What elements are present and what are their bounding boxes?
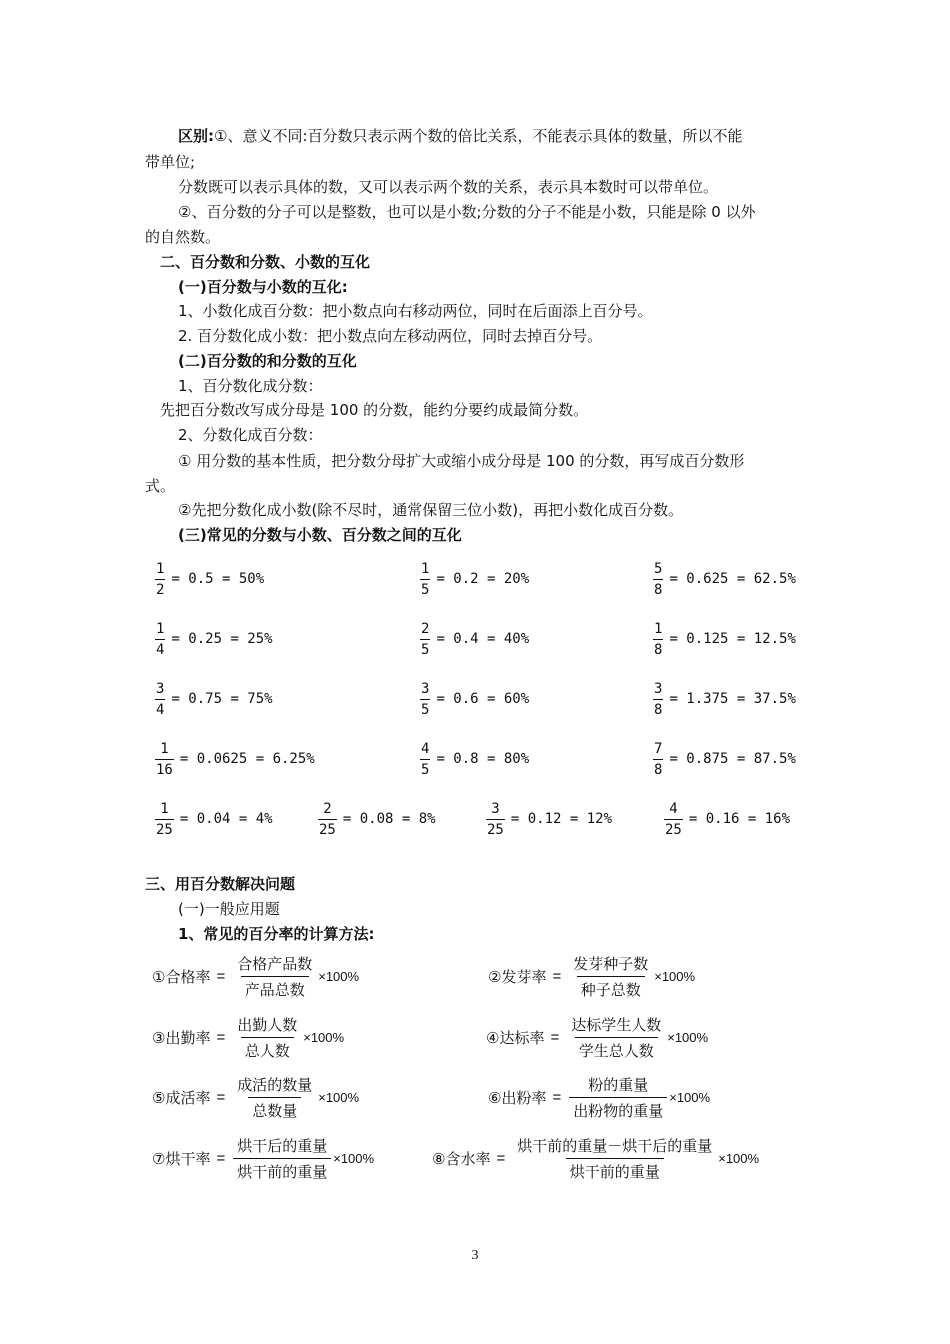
fraction-denominator: 8 [653,579,663,598]
fraction [653,621,663,658]
rate-label: ②发芽率 [488,969,547,986]
fraction-numerator: 3 [491,800,500,817]
fraction-numerator: 1 [421,560,430,577]
conversion-item [155,793,273,845]
rate-multiplier: ×100% [303,1030,345,1045]
section3-item1: 1、常见的百分率的计算方法: [178,925,375,943]
fraction-denominator: 4 [155,639,165,658]
rate-label: ⑧含水率 [432,1151,491,1168]
conversion-equals: = 0.08 = 8% [342,811,436,827]
conversion-item [155,613,273,665]
fraction [420,621,430,658]
section2-sub2-item2: 2、分数化成百分数： [178,426,323,444]
rate-equals: = [552,968,562,985]
distinction-line-3: 分数既可以表示具体的数，又可以表示两个数的关系，表示具本数时可以带单位。 [178,178,719,196]
conversion-item [486,793,612,845]
distinction-label: 区别: [178,127,214,145]
conversion-equals: = 0.12 = 12% [510,811,613,827]
fraction-denominator: 25 [664,819,683,838]
section2-sub2-item1: 1、百分数化成分数： [178,377,323,395]
conversion-item [155,673,273,725]
rate-label: ⑥出粉率 [488,1090,547,1107]
conversion-item [155,553,264,605]
fraction [155,681,165,718]
fraction-numerator: 7 [654,740,663,757]
distinction-text-1: ①、意义不同:百分数只表示两个数的倍比关系，不能表示具体的数量，所以不能 [214,127,743,145]
conversion-equals: = 0.125 = 12.5% [669,631,796,647]
rate-formula [152,1014,344,1061]
fraction-numerator: 4 [669,800,678,817]
fraction-numerator: 2 [323,800,332,817]
rate-equals: = [216,1089,226,1106]
fraction-denominator: 25 [486,819,505,838]
fraction-numerator: 3 [421,680,430,697]
rate-formula [488,953,695,1000]
conversion-equals: = 0.2 = 20% [436,571,530,587]
rate-formula [486,1014,708,1061]
conversion-item [420,673,529,725]
rate-denominator: 产品总数 [241,976,309,1000]
conversion-item [653,673,796,725]
section3-title: 三、用百分数解决问题 [145,875,296,893]
rate-label: ④达标率 [486,1030,545,1047]
fraction-denominator: 25 [318,819,337,838]
fraction [155,561,165,598]
fraction-denominator: 8 [653,639,663,658]
fraction [155,621,165,658]
conversion-equals: = 0.625 = 62.5% [669,571,796,587]
rate-fraction [513,1135,716,1182]
fraction-numerator: 1 [160,800,169,817]
conversion-equals: = 0.6 = 60% [436,691,530,707]
fraction-denominator: 25 [155,819,174,838]
conversion-equals: = 0.16 = 16% [688,811,791,827]
conversion-item [653,733,796,785]
section2-title: 二、百分数和分数、小数的互化 [160,253,371,271]
fraction [486,801,505,838]
rate-fraction [233,1135,331,1182]
section2-sub1-item1: 1、小数化成百分数：把小数点向右移动两位，同时在后面添上百分号。 [178,302,653,320]
rate-formula [488,1074,710,1121]
conversion-equals: = 0.4 = 40% [436,631,530,647]
conversion-equals: = 0.5 = 50% [171,571,265,587]
rate-numerator: 发芽种子数 [573,956,649,973]
conversion-equals: = 0.25 = 25% [171,631,273,647]
fraction-denominator: 4 [155,699,165,718]
distinction-line-4: ②、百分数的分子可以是整数，也可以是小数;分数的分子不能是小数，只能是除 0 以外 [178,203,756,221]
fraction [155,801,174,838]
rate-equals: = [216,1029,226,1046]
rate-fraction [569,1074,667,1121]
fraction-numerator: 5 [654,560,663,577]
fraction-numerator: 1 [156,620,165,637]
rate-fraction [233,953,316,1000]
rate-multiplier: ×100% [318,1090,360,1105]
rate-numerator: 出勤人数 [237,1017,298,1034]
conversion-equals: = 1.375 = 37.5% [669,691,796,707]
rate-denominator: 种子总数 [577,976,645,1000]
rate-fraction [233,1074,316,1121]
rate-label: ⑤成活率 [152,1090,211,1107]
fraction-denominator: 2 [155,579,165,598]
rate-numerator: 合格产品数 [237,956,313,973]
fraction [420,681,430,718]
rate-equals: = [552,1089,562,1106]
rate-formula [152,1074,359,1121]
rate-denominator: 烘干前的重量 [233,1158,331,1182]
fraction [420,561,430,598]
conversion-item [420,613,529,665]
conversion-item [420,733,529,785]
rate-label: ⑦烘干率 [152,1151,211,1168]
rate-denominator: 出粉物的重量 [569,1097,667,1121]
section2-sub3-title: (三)常见的分数与小数、百分数之间的互化 [178,526,462,544]
rate-fraction [233,1014,301,1061]
conversion-item [653,613,796,665]
conversion-equals: = 0.04 = 4% [179,811,273,827]
fraction-denominator: 16 [155,759,174,778]
fraction [318,801,337,838]
section2-sub2-title: (二)百分数的和分数的互化 [178,352,357,370]
distinction-line-2: 带单位; [145,153,196,171]
rate-multiplier: ×100% [318,969,360,984]
rate-equals: = [550,1029,560,1046]
fraction [155,741,174,778]
rate-label: ①合格率 [152,969,211,986]
rate-multiplier: ×100% [654,969,696,984]
rate-denominator: 总人数 [241,1037,294,1061]
fraction [653,741,663,778]
section2-sub1-item2: 2. 百分数化成小数：把小数点向左移动两位，同时去掉百分号。 [178,327,603,345]
conversion-item [318,793,436,845]
section2-sub2-item1-desc: 先把百分数改写成分母是 100 的分数，能约分要约成最简分数。 [160,401,589,419]
rate-label: ③出勤率 [152,1030,211,1047]
section2-sub2-item2-desc2: ②先把分数化成小数(除不尽时，通常保留三位小数)，再把小数化成百分数。 [178,501,684,519]
rate-formula [152,1135,374,1182]
fraction-numerator: 1 [156,560,165,577]
fraction-numerator: 3 [156,680,165,697]
rate-fraction [567,1014,665,1061]
section2-sub2-item2-desc1: ① 用分数的基本性质，把分数分母扩大或缩小成分母是 100 的分数，再写成百分数形 [178,452,745,470]
conversion-item [664,793,790,845]
rate-fraction [569,953,652,1000]
fraction [653,561,663,598]
conversion-equals: = 0.875 = 87.5% [669,751,796,767]
section2-sub1-title: (一)百分数与小数的互化: [178,278,348,296]
fraction-numerator: 4 [421,740,430,757]
rate-equals: = [496,1150,506,1167]
conversion-equals: = 0.75 = 75% [171,691,273,707]
fraction-numerator: 1 [654,620,663,637]
rate-denominator: 学生总人数 [575,1037,658,1061]
rate-numerator: 烘干前的重量－烘干后的重量 [517,1138,713,1155]
conversion-item [653,553,796,605]
rate-formula [152,953,359,1000]
fraction [420,741,430,778]
rate-equals: = [216,1150,226,1167]
rate-equals: = [216,968,226,985]
fraction [664,801,683,838]
rate-numerator: 达标学生人数 [571,1017,662,1034]
fraction-numerator: 3 [654,680,663,697]
rate-denominator: 烘干前的重量 [566,1158,664,1182]
distinction-line-5: 的自然数。 [145,228,221,246]
rate-multiplier: ×100% [333,1151,375,1166]
section3-sub1: (一)一般应用题 [178,900,280,918]
conversion-item [420,553,529,605]
conversion-equals: = 0.0625 = 6.25% [179,751,315,767]
fraction-numerator: 2 [421,620,430,637]
page-number: 3 [471,1248,479,1263]
fraction-denominator: 8 [653,759,663,778]
rate-multiplier: ×100% [669,1090,711,1105]
conversion-item [155,733,315,785]
fraction [653,681,663,718]
section2-sub2-item2-desc1-cont: 式。 [145,477,176,495]
rate-numerator: 粉的重量 [588,1077,649,1094]
rate-numerator: 成活的数量 [237,1077,313,1094]
fraction-denominator: 5 [420,579,430,598]
fraction-denominator: 5 [420,759,430,778]
rate-multiplier: ×100% [718,1151,760,1166]
fraction-numerator: 1 [160,740,169,757]
rate-formula [432,1135,759,1182]
rate-numerator: 烘干后的重量 [237,1138,328,1155]
distinction-line-1 [178,125,743,147]
rate-denominator: 总数量 [248,1097,301,1121]
conversion-equals: = 0.8 = 80% [436,751,530,767]
rate-multiplier: ×100% [667,1030,709,1045]
fraction-denominator: 8 [653,699,663,718]
fraction-denominator: 5 [420,699,430,718]
fraction-denominator: 5 [420,639,430,658]
